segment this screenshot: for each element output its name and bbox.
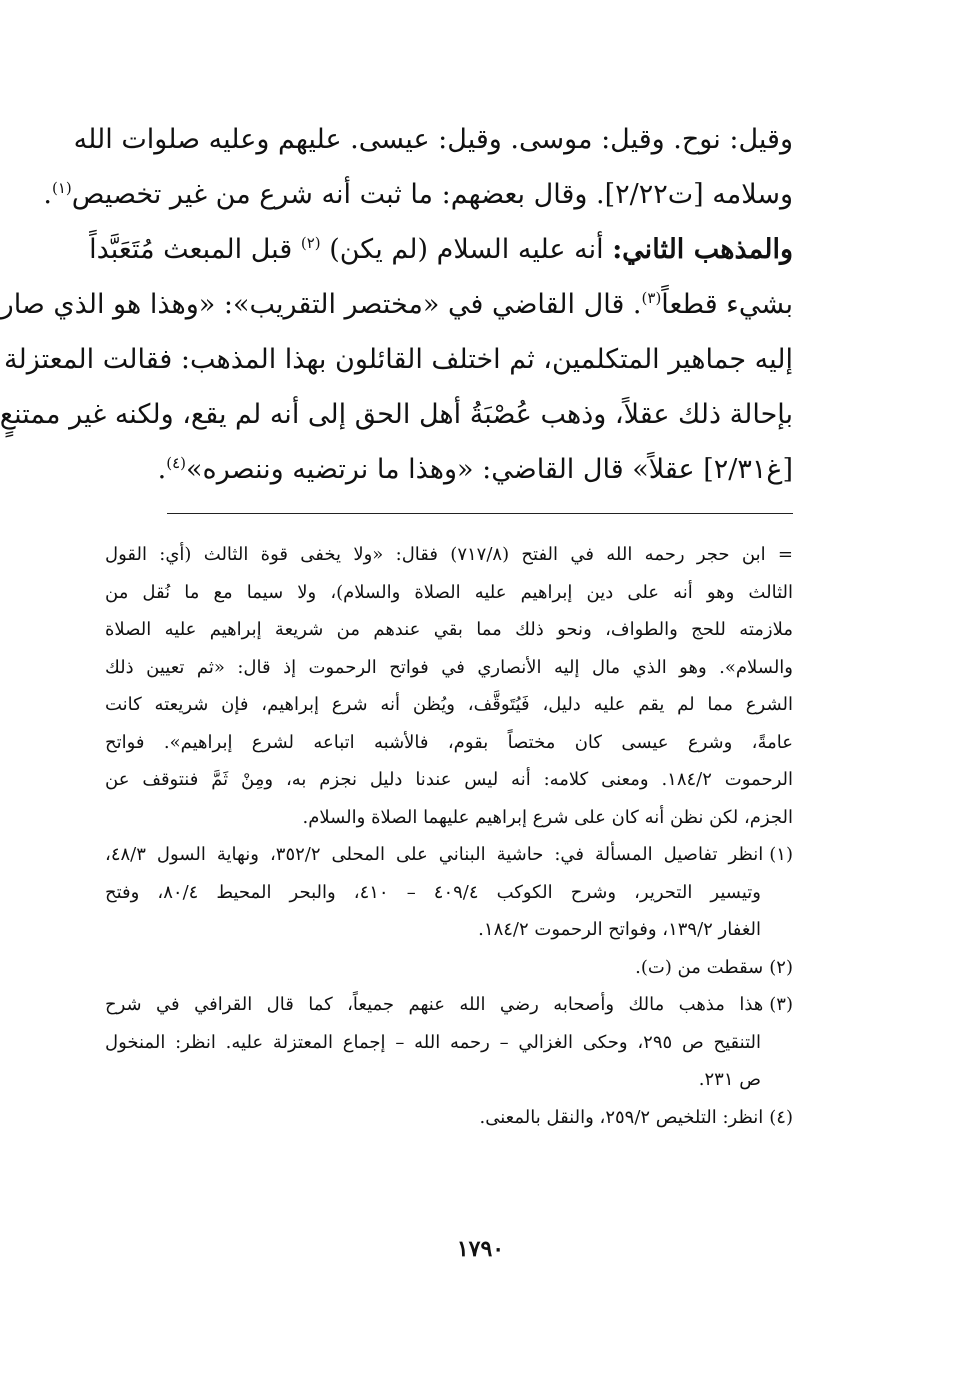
footnote-3-line: التنقيح ص ٢٩٥، وحكى الغزالي – رحمه الله – إجماع المعتزلة عليه. انظر: المنخول <box>105 1031 761 1053</box>
main-line-3 <box>89 222 793 277</box>
footnote-continuation-line: ملازمته للحج والطواف، ونحو ذلك مما بقي عندهم من شريعة إبراهيم عليه الصلاة <box>105 619 793 640</box>
footnote-2-number: (٢) <box>769 956 793 978</box>
main-line-4-tail: . قال القاضي في «مختصر التقريب»: «وهذا هو الذي صار <box>0 289 642 320</box>
main-line-7-tail: . <box>157 454 167 485</box>
footnote-2-text: سقطت من (ت). <box>635 956 764 978</box>
footnotes <box>105 536 793 1136</box>
footnote-2 <box>105 949 793 987</box>
main-line-5-text: إليه جماهير المتكلمين، ثم اختلف القائلون بهذا المذهب: فقالت المعتزلة <box>4 344 793 375</box>
main-line-7-text: [غ٢/٣١] عقلاً» قال القاضي: «وهذا ما نرتضيه وننصره» <box>186 454 793 485</box>
main-line-4-text: بشيء قطعاً <box>661 289 793 320</box>
main-line-1-text: وقيل: نوح. وقيل: موسى. وقيل: عيسى. عليهم وعليه صلوات الله <box>73 124 793 155</box>
footnote-ref-2: (٢) <box>300 234 321 252</box>
footnote-1-line: الغفار ١٣٩/٢، وفواتح الرحموت ١٨٤/٢. <box>478 919 761 940</box>
main-line-3-tail: قبل المبعث مُتَعَبَّداً <box>89 234 293 265</box>
footnote-3-line <box>105 986 793 1024</box>
footnote-3 <box>105 986 793 1099</box>
footnote-continuation-line: الشرع مما لم يقم عليه دليل، فَيُتَوقَّف، ويُظن أنه شرع إبراهيم، فإن شريعته كانت <box>105 694 793 715</box>
footnote-4-line <box>105 1099 793 1137</box>
main-line-2-tail: . <box>43 179 52 210</box>
footnote-ref-4: (٤) <box>166 454 187 472</box>
footnote-continuation-line: الثالث وهو أنه على دين إبراهيم عليه الصلاة والسلام)، ولا سيما مع ما نُقل من <box>105 581 793 603</box>
footnote-2-line <box>105 949 793 987</box>
footnote-1-line <box>105 836 793 874</box>
main-line-6-text: بإحالة ذلك عقلاً، وذهب عُصْبَةُ أهل الحق إلى أنه لم يقع، ولكنه غير ممتنعٍ <box>0 399 793 430</box>
footnote-continuation-line: الرحموت ١٨٤/٢. ومعنى كلامه: أنه ليس عندنا دليل نجزم به، ومِنْ ثَمَّ فنتوقف عن <box>105 769 793 790</box>
main-line-3-text: أنه عليه السلام (لم يكن) <box>329 234 604 265</box>
main-line-4 <box>0 277 793 332</box>
footnote-4-text: انظر: التلخيص ٢٥٩/٢، والنقل بالمعنى. <box>479 1106 764 1128</box>
footnote-continuation <box>105 536 793 836</box>
main-line-1 <box>73 112 793 167</box>
main-line-5 <box>4 332 793 387</box>
footnote-1-line: وتيسير التحرير، وشرح الكوكب ٤٠٩/٤ – ٤١٠، والبحر المحيط ٨٠/٤، وفتح <box>105 881 761 903</box>
main-line-6 <box>0 387 793 442</box>
footnote-4-number: (٤) <box>769 1106 793 1128</box>
main-text <box>0 112 793 497</box>
footnote-continuation-line: والسلام». وهو الذي مال إليه الأنصاري في فواتح الرحموت إذ قال: «ثم تعيين ذلك <box>105 656 793 678</box>
footnote-continuation-line: الجزم، لكن نظن أنه كان على شرع إبراهيم عليهما الصلاة والسلام. <box>302 806 793 828</box>
footnote-continuation-line: عامةً، وشرع عيسى كان مختصاً بقوم، فالأشبه اتباعه لشرع إبراهيم». فواتح <box>105 731 793 753</box>
main-line-7 <box>105 442 793 497</box>
footnote-1-number: (١) <box>769 844 793 865</box>
footnote-continuation-line: = ابن حجر رحمه الله في الفتح (٧١٧/٨) فقال: «ولا يخفى قوة الثالث (أي: القول <box>105 544 793 565</box>
footnote-divider <box>167 513 793 514</box>
footnote-3-line: ص ٢٣١. <box>698 1069 761 1090</box>
footnote-ref-1: (١) <box>51 179 72 197</box>
footnote-3-number: (٣) <box>769 994 793 1015</box>
footnote-3-text: هذا مذهب مالك وأصحابه رضي الله عنهم جميعاً، كما قال القرافي في شرح <box>105 994 764 1015</box>
footnote-ref-3: (٣) <box>641 289 662 307</box>
footnote-1 <box>105 836 793 949</box>
footnote-1-text: انظر تفاصيل المسألة في: حاشية البناني على المحلى ٣٥٢/٢، ونهاية السول ٤٨/٣، <box>105 844 764 865</box>
madhhab-label: والمذهب الثاني: <box>612 234 793 265</box>
main-line-2-text: وسلامه [ت٢/٢٢]. وقال بعضهم: ما ثبت أنه شرع من غير تخصيص <box>71 179 793 210</box>
main-line-2 <box>43 167 793 222</box>
footnote-4 <box>105 1099 793 1137</box>
page-number: ١٧٩٠ <box>456 1236 505 1262</box>
